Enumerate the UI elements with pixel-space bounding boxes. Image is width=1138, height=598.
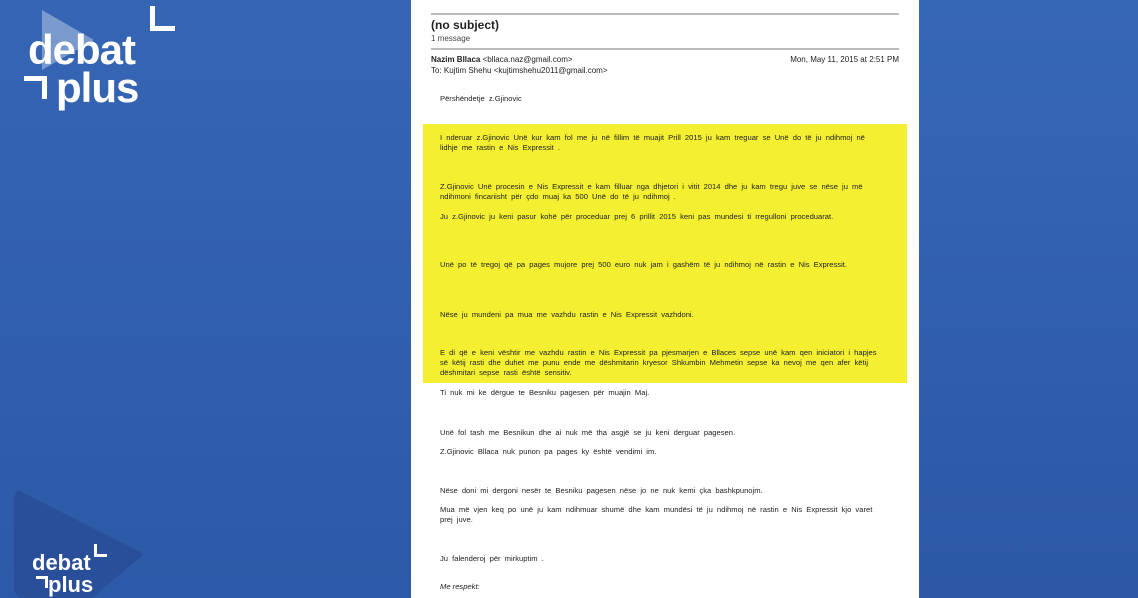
logo-word-debat: debat	[28, 26, 136, 73]
paragraph: Ju falenderoj për mirkuptim .	[440, 554, 544, 563]
paragraph: I nderuar z.Gjinovic Unë kur kam fol me ju në fillim të muajit Prill 2015 ju kam treguar se Unë do të ju ndihmoj në lidhje me rastin e Nis Expressit .	[440, 133, 865, 152]
email-subject: (no subject)	[431, 18, 499, 32]
paragraph: E di që e keni vështir me vazhdu rastin e Nis Expressit pa pjesmarjen e Bllaces sepse unë kam qen iniciatori i hapjes së këtij rasti dhe duhet me punu ende me dëshmitarin kryesor Shkumbin Mehmetin sepse ka nevoj me qen afer këtij dëshmitari sepse rasti është sensitiv.	[440, 348, 877, 377]
header-divider	[431, 48, 899, 50]
email-date: Mon, May 11, 2015 at 2:51 PM	[790, 55, 899, 64]
paragraph: Mua më vjen keq po unë ju kam ndihmuar shumë dhe kam mundësi të ju ndihmoj në rastin e Nis Expressit kjo varet prej juve.	[440, 505, 873, 524]
sender-email: <bllaca.naz@gmail.com>	[482, 55, 573, 64]
corner-bracket-icon	[24, 76, 47, 99]
email-document	[411, 0, 919, 598]
signoff: Me respekt:	[440, 582, 480, 591]
paragraph: Nëse ju mundeni pa mua me vazhdu rastin e Nis Expressit vazhdoni.	[440, 310, 694, 319]
paragraph: Ti nuk mi ke dërgue te Besniku pagesen për muajin Maj.	[440, 388, 650, 397]
sender-name: Nazim Bllaca	[431, 55, 481, 64]
message-count: 1 message	[431, 34, 471, 43]
paragraph: Nëse doni mi dergoni nesër te Besniku pagesen nëse jo ne nuk kemi çka bashkpunojm.	[440, 486, 763, 495]
top-divider	[431, 13, 899, 15]
paragraph: Unë fol tash me Besnikun dhe ai nuk më tha asgjë se ju keni derguar pagesen.	[440, 428, 736, 437]
paragraph: Z.Gjinovic Unë procesin e Nis Expressit e kam filluar nga dhjetori i vitit 2014 dhe ju kam tregu juve se nëse ju më ndihmoni fincariisht për çdo muaj ka 500 Unë do të ju ndihmoj .	[440, 182, 863, 201]
corner-bracket-icon	[36, 576, 48, 588]
debat-plus-logo-bottom	[0, 488, 160, 598]
debat-plus-logo-top	[20, 6, 190, 116]
yellow-highlight	[423, 124, 907, 383]
logo-word-plus: plus	[48, 572, 94, 597]
recipient-line: To: Kujtim Shehu <kujtimshehu2011@gmail.com>	[431, 66, 608, 75]
logo-word-debat: debat	[32, 550, 91, 575]
paragraph: Z.Gjinovic Bllaca nuk punon pa pages ky është vendimi im.	[440, 447, 657, 456]
paragraph: Unë po të tregoj që pa pages mujore prej 500 euro nuk jam i gashëm të ju ndihmoj në rastin e Nis Expressit.	[440, 260, 848, 269]
sender-line	[431, 55, 573, 64]
corner-bracket-icon	[150, 6, 175, 31]
right-background	[919, 0, 1138, 598]
greeting: Përshëndetje z.Gjinovic	[440, 94, 522, 103]
paragraph: Ju z.Gjinovic ju keni pasur kohë për proceduar prej 6 prillit 2015 keni pas mundesi ti rregulloni proceduarat.	[440, 212, 834, 221]
logo-word-plus: plus	[56, 64, 139, 111]
corner-bracket-icon	[94, 544, 107, 557]
